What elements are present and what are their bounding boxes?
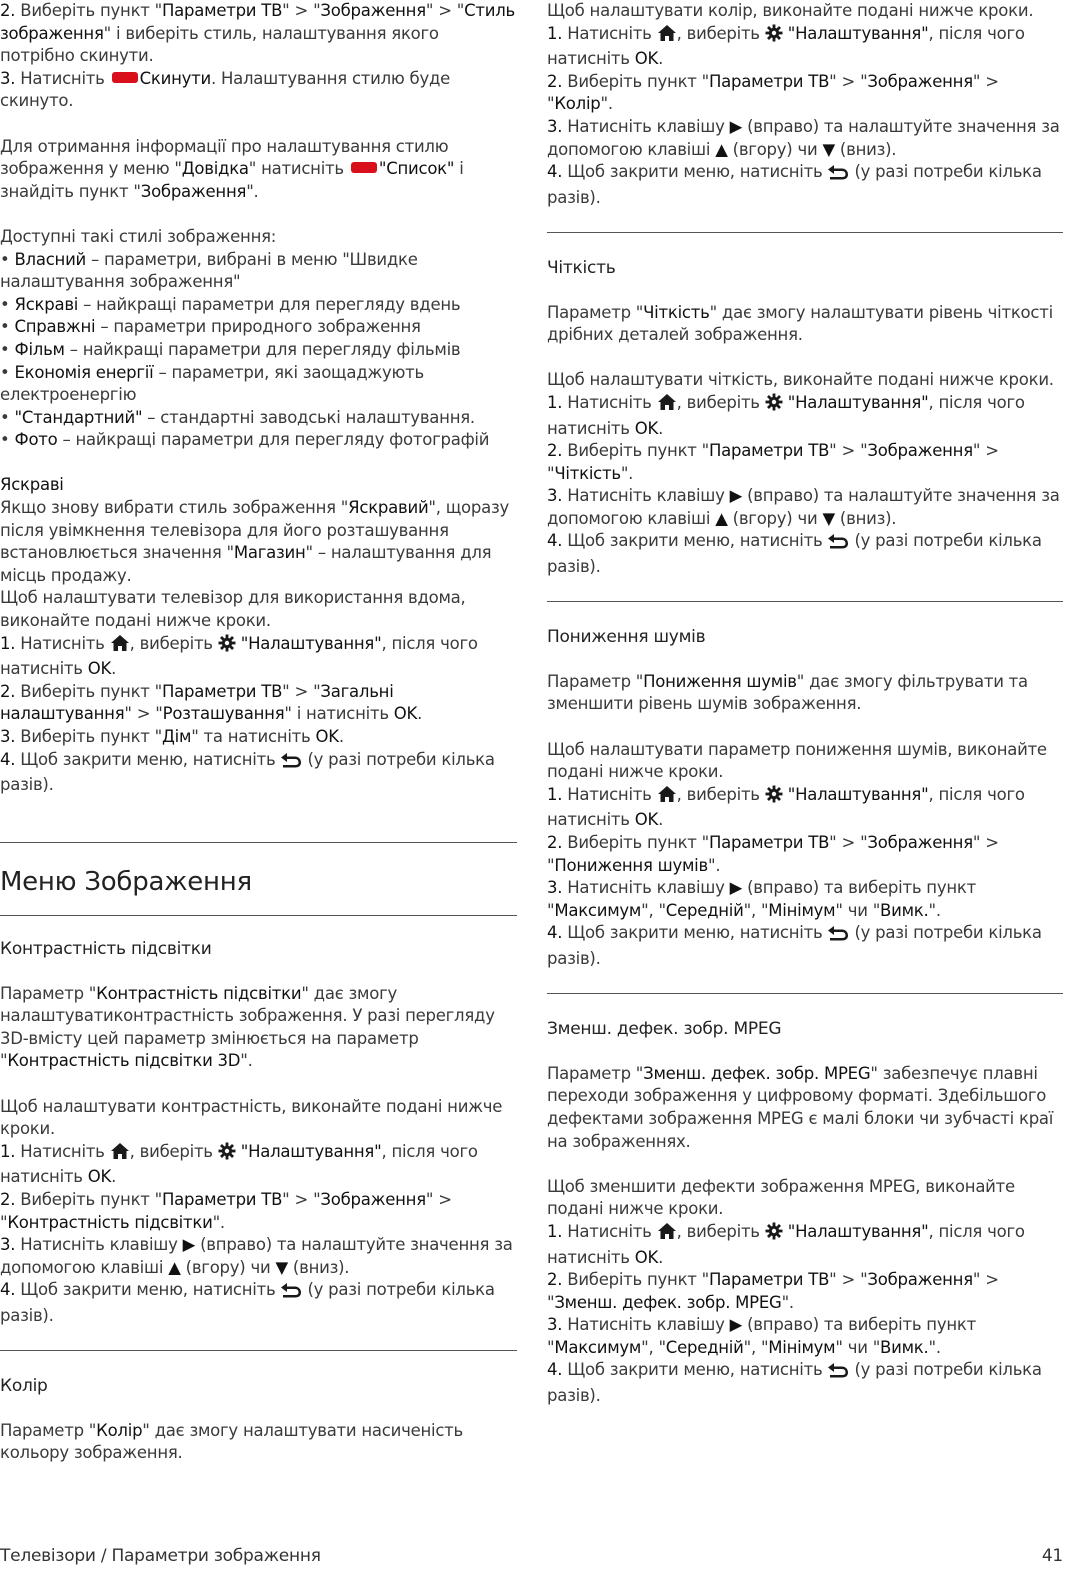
color-step-1: 1. Натисніть , виберіть "Налаштування", після чого натисніть OK. bbox=[547, 23, 1025, 69]
backlight-step-2: 2. Виберіть пункт "Параметри ТВ" > "Зображення" > "Контрастність підсвітки". bbox=[0, 1189, 452, 1232]
style-item: • Фото – найкращі параметри для перегляду фотографій bbox=[0, 430, 490, 450]
noise-instructions: Щоб налаштувати параметр пониження шумів, виконайте подані нижче кроки. bbox=[547, 739, 1047, 782]
mpeg-instructions: Щоб зменшити дефекти зображення MPEG, виконайте подані нижче кроки. bbox=[547, 1176, 1015, 1219]
down-arrow-icon: ▼ bbox=[822, 508, 835, 528]
gear-icon bbox=[765, 1222, 783, 1247]
home-icon bbox=[657, 393, 677, 418]
back-icon bbox=[827, 533, 849, 556]
color-step-2: 2. Виберіть пункт "Параметри ТВ" > "Зображення" > "Колір". bbox=[547, 71, 999, 114]
mpeg-artifact-title: Зменш. дефек. зобр. MPEG bbox=[547, 1019, 782, 1040]
page-footer bbox=[0, 1545, 1063, 1568]
sharpness-instructions: Щоб налаштувати чіткість, виконайте подані нижче кроки. bbox=[547, 370, 1054, 390]
home-icon bbox=[110, 634, 130, 659]
backlight-paragraph: Параметр "Контрастність підсвітки" дає змогу налаштуватиконтрастність зображення. У разі перегляду 3D-вмісту цей параметр змінюється на параметр "Контрастність підсвітки 3D". bbox=[0, 983, 495, 1071]
vivid-step-3: 3. Виберіть пункт "Дім" та натисніть OK. bbox=[0, 727, 344, 746]
style-item: • Фільм – найкращі параметри для перегляду фільмів bbox=[0, 339, 461, 359]
color-step-3: 3. Натисніть клавішу ▶ (вправо) та налаштуйте значення за допомогою клавіші ▲ (вгору) чи ▼ (вниз). bbox=[547, 116, 1060, 159]
back-icon bbox=[280, 752, 302, 775]
noise-paragraph: Параметр "Пониження шумів" дає змогу фільтрувати та зменшити рівень шумів зображення. bbox=[547, 671, 1028, 714]
section-title-picture-menu: Меню Зображення bbox=[0, 866, 252, 897]
gear-icon bbox=[765, 785, 783, 810]
noise-step-3: 3. Натисніть клавішу ▶ (вправо) та виберіть пункт "Максимум", "Середній", "Мінімум" чи "Вимк.". bbox=[547, 878, 976, 920]
home-icon bbox=[657, 1222, 677, 1247]
noise-step-1: 1. Натисніть , виберіть "Налаштування", після чого натисніть OK. bbox=[547, 784, 1025, 830]
left-column bbox=[0, 0, 517, 1465]
backlight-instructions: Щоб налаштувати контрастність, виконайте подані нижче кроки. bbox=[0, 1096, 503, 1139]
help-paragraph: Для отримання інформації про налаштування стилю зображення у меню "Довідка" натисніть "Список" і знайдіть пункт "Зображення". bbox=[0, 136, 464, 201]
back-icon bbox=[827, 164, 849, 187]
right-arrow-icon: ▶ bbox=[729, 116, 743, 136]
right-arrow-icon: ▶ bbox=[729, 486, 743, 506]
mpeg-step-1: 1. Натисніть , виберіть "Налаштування", після чого натисніть OK. bbox=[547, 1221, 1025, 1267]
back-icon bbox=[827, 925, 849, 948]
gear-icon bbox=[218, 634, 236, 659]
mpeg-step-4: 4. Щоб закрити меню, натисніть (у разі потреби кілька разів). bbox=[547, 1360, 1042, 1406]
vivid-step-4: 4. Щоб закрити меню, натисніть (у разі потреби кілька разів). bbox=[0, 749, 495, 795]
noise-step-2: 2. Виберіть пункт "Параметри ТВ" > "Зображення" > "Пониження шумів". bbox=[547, 833, 999, 875]
sharpness-step-4: 4. Щоб закрити меню, натисніть (у разі потреби кілька разів). bbox=[547, 531, 1042, 577]
back-icon bbox=[280, 1282, 302, 1305]
vivid-title: Яскраві bbox=[0, 475, 64, 495]
styles-intro: Доступні такі стилі зображення: bbox=[0, 226, 277, 246]
red-button-icon bbox=[351, 162, 377, 173]
color-instructions: Щоб налаштувати колір, виконайте подані нижче кроки. bbox=[547, 1, 1034, 20]
style-item: • Економія енергії – параметри, які заощаджують електроенергію bbox=[0, 362, 424, 405]
vivid-paragraph: Якщо знову вибрати стиль зображення "Яскравий", щоразу після увімкнення телевізора для його розташування встановлюється значення "Магазин" – налаштування для місць продажу. bbox=[0, 498, 510, 585]
home-icon bbox=[657, 24, 677, 49]
up-arrow-icon: ▲ bbox=[715, 139, 728, 159]
noise-step-4: 4. Щоб закрити меню, натисніть (у разі потреби кілька разів). bbox=[547, 923, 1042, 968]
red-button-icon bbox=[112, 72, 138, 83]
noise-reduction-title: Пониження шумів bbox=[547, 627, 706, 648]
backlight-step-3: 3. Натисніть клавішу ▶ (вправо) та налаштуйте значення за допомогою клавіші ▲ (вгору) чи ▼ (вниз). bbox=[0, 1235, 513, 1277]
gear-icon bbox=[765, 24, 783, 49]
up-arrow-icon: ▲ bbox=[168, 1257, 181, 1277]
right-arrow-icon: ▶ bbox=[182, 1235, 196, 1255]
style-item: • "Стандартний" – стандартні заводські налаштування. bbox=[0, 407, 475, 427]
page-number: 41 bbox=[1041, 1546, 1063, 1566]
down-arrow-icon: ▼ bbox=[275, 1257, 288, 1277]
color-step-4: 4. Щоб закрити меню, натисніть (у разі потреби кілька разів). bbox=[547, 162, 1042, 207]
mpeg-step-3: 3. Натисніть клавішу ▶ (вправо) та виберіть пункт "Максимум", "Середній", "Мінімум" чи "Вимк.". bbox=[547, 1315, 976, 1357]
home-icon bbox=[110, 1142, 130, 1167]
home-icon bbox=[657, 785, 677, 810]
style-item: • Справжні – параметри природного зображення bbox=[0, 317, 421, 337]
color-title: Колір bbox=[0, 1376, 48, 1397]
backlight-step-4: 4. Щоб закрити меню, натисніть (у разі потреби кілька разів). bbox=[0, 1280, 495, 1325]
sharpness-step-3: 3. Натисніть клавішу ▶ (вправо) та налаштуйте значення за допомогою клавіші ▲ (вгору) чи ▼ (вниз). bbox=[547, 486, 1060, 528]
sharpness-step-2: 2. Виберіть пункт "Параметри ТВ" > "Зображення" > "Чіткість". bbox=[547, 441, 999, 483]
vivid-instructions: Щоб налаштувати телевізор для використання вдома, виконайте подані нижче кроки. bbox=[0, 588, 466, 631]
gear-icon bbox=[218, 1142, 236, 1167]
style-item: • Власний – параметри, вибрані в меню "Швидке налаштування зображення" bbox=[0, 249, 418, 292]
gear-icon bbox=[765, 393, 783, 418]
right-arrow-icon: ▶ bbox=[729, 1315, 743, 1335]
down-arrow-icon: ▼ bbox=[822, 139, 835, 159]
sharpness-title: Чіткість bbox=[547, 257, 616, 278]
right-column bbox=[547, 0, 1063, 1408]
up-arrow-icon: ▲ bbox=[715, 508, 728, 528]
footer-breadcrumb: Телевізори / Параметри зображення bbox=[0, 1546, 321, 1566]
style-item: • Яскраві – найкращі параметри для перегляду вдень bbox=[0, 294, 461, 314]
mpeg-paragraph: Параметр "Зменш. дефек. зобр. MPEG" забезпечує плавні переходи зображення у цифровому форматі. Здебільшого дефектами зображення MPEG є малі блоки чи зубчасті краї на зображеннях. bbox=[547, 1063, 1054, 1151]
sharpness-paragraph: Параметр "Чіткість" дає змогу налаштувати рівень чіткості дрібних деталей зображення. bbox=[547, 302, 1053, 345]
vivid-step-1: 1. Натисніть , виберіть "Налаштування", після чого натисніть OK. bbox=[0, 633, 478, 679]
color-paragraph: Параметр "Колір" дає змогу налаштувати насиченість кольору зображення. bbox=[0, 1420, 464, 1463]
mpeg-step-2: 2. Виберіть пункт "Параметри ТВ" > "Зображення" > "Зменш. дефек. зобр. MPEG". bbox=[547, 1270, 999, 1312]
step-2-style-reset: 2. Виберіть пункт "Параметри ТВ" > "Зображення" > "Стиль зображення" і виберіть стиль, налаштування якого потрібно скинути. bbox=[0, 1, 516, 66]
right-arrow-icon: ▶ bbox=[729, 878, 743, 898]
step-3-style-reset: 3. Натисніть Скинути. Налаштування стилю буде скинуто. bbox=[0, 68, 451, 111]
backlight-title: Контрастність підсвітки bbox=[0, 938, 212, 959]
backlight-step-1: 1. Натисніть , виберіть "Налаштування", після чого натисніть OK. bbox=[0, 1141, 478, 1187]
sharpness-step-1: 1. Натисніть , виберіть "Налаштування", після чого натисніть OK. bbox=[547, 392, 1025, 438]
vivid-step-2: 2. Виберіть пункт "Параметри ТВ" > "Загальні налаштування" > "Розташування" і натисніть OK. bbox=[0, 681, 423, 724]
back-icon bbox=[827, 1362, 849, 1385]
